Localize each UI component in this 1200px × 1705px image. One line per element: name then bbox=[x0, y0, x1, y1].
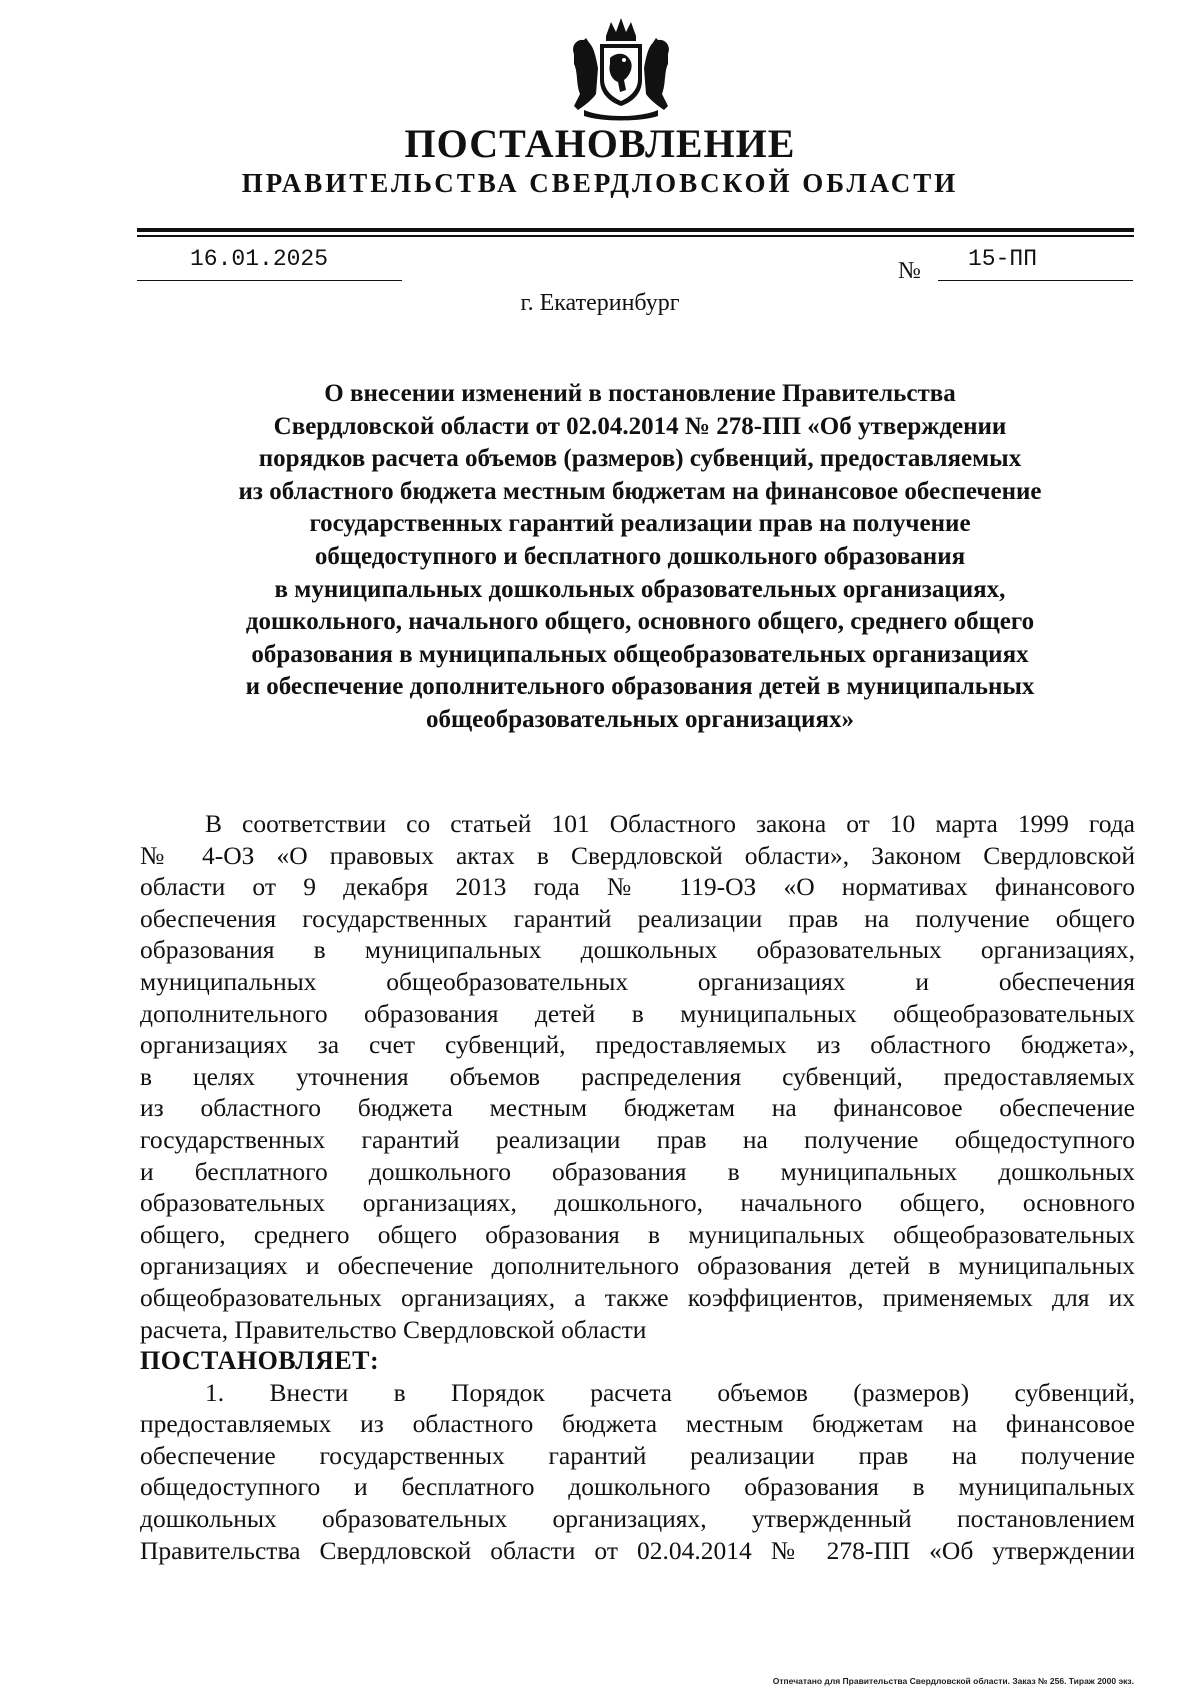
item-line: 1. Внести в Порядок расчета объемов (размеров) субвенций, bbox=[205, 1377, 1135, 1407]
preamble-line: общего, среднего общего образования в муниципальных общеобразовательных bbox=[140, 1219, 1135, 1249]
header-divider-thin bbox=[137, 235, 1134, 237]
title-line: общедоступного и бесплатного дошкольного образования bbox=[314, 542, 966, 570]
preamble-line: образовательных организациях, дошкольного, начального общего, основного bbox=[140, 1188, 1135, 1218]
title-line: образования в муниципальных общеобразовательных организациях bbox=[251, 640, 1029, 668]
preamble-line: образования в муниципальных дошкольных образовательных организациях, bbox=[140, 935, 1135, 965]
item-line: предоставляемых из областного бюджета местным бюджетам на финансовое bbox=[140, 1409, 1135, 1439]
title-line: порядков расчета объемов (размеров) субвенций, предоставляемых bbox=[258, 445, 1022, 473]
title-line: и обеспечение дополнительного образования детей в муниципальных bbox=[245, 673, 1035, 701]
title-line: О внесении изменений в постановление Правительства bbox=[324, 380, 956, 407]
item-line: обеспечение государственных гарантий реализации прав на получение bbox=[140, 1440, 1135, 1470]
title-line: в муниципальных дошкольных образовательных организациях, bbox=[274, 575, 1006, 603]
title-line: из областного бюджета местным бюджетам на финансовое обеспечение bbox=[238, 477, 1042, 505]
preamble-line: в целях уточнения объемов распределения субвенций, предоставляемых bbox=[140, 1061, 1135, 1091]
preamble-line: дополнительного образования детей в муниципальных общеобразовательных bbox=[140, 998, 1135, 1028]
preamble-line: муниципальных общеобразовательных организациях и обеспечения bbox=[140, 966, 1135, 996]
document-date: 16.01.2025 bbox=[190, 246, 329, 272]
issuing-authority: ПРАВИТЕЛЬСТВА СВЕРДЛОВСКОЙ ОБЛАСТИ bbox=[241, 168, 959, 198]
item-line: Правительства Свердловской области от 02.04.2014 № 278-ПП «Об утверждении bbox=[140, 1535, 1135, 1565]
preamble-line: из областного бюджета местным бюджетам на финансовое обеспечение bbox=[140, 1093, 1135, 1123]
document-title bbox=[150, 378, 1130, 737]
item-line: общедоступного и бесплатного дошкольного образования в муниципальных bbox=[140, 1472, 1135, 1502]
coat-of-arms-icon bbox=[566, 14, 676, 124]
number-underline bbox=[938, 280, 1133, 281]
preamble-line: обеспечения государственных гарантий реализации прав на получение общего bbox=[140, 903, 1135, 933]
header-divider bbox=[137, 228, 1134, 232]
preamble-line: расчета, Правительство Свердловской области bbox=[140, 1314, 647, 1344]
decree-word: ПОСТАНОВЛЯЕТ: bbox=[140, 1346, 380, 1376]
document-number: 15-ПП bbox=[968, 246, 1038, 272]
document-city: г. Екатеринбург bbox=[520, 290, 680, 316]
print-note: Отпечатано для Правительства Свердловской области. Заказ № 256. Тираж 2000 экз. bbox=[772, 1676, 1134, 1686]
title-line: государственных гарантий реализации прав на получение bbox=[309, 510, 971, 538]
title-line: Свердловской области от 02.04.2014 № 278-ПП «Об утверждении bbox=[273, 412, 1007, 440]
item-line: дошкольных образовательных организациях, утвержденный постановлением bbox=[140, 1504, 1135, 1534]
preamble-line: общеобразовательных организациях, а также коэффициентов, применяемых для их bbox=[140, 1282, 1135, 1312]
title-line: общеобразовательных организациях» bbox=[426, 705, 854, 733]
document-body bbox=[140, 808, 1135, 1566]
preamble-line: организациях и обеспечение дополнительного образования детей в муниципальных bbox=[140, 1251, 1135, 1281]
document-type-title: ПОСТАНОВЛЕНИЕ bbox=[404, 121, 796, 166]
title-line: дошкольного, начального общего, основного общего, среднего общего bbox=[245, 608, 1035, 636]
preamble-line: и бесплатного дошкольного образования в муниципальных дошкольных bbox=[140, 1156, 1135, 1186]
preamble-line: государственных гарантий реализации прав на получение общедоступного bbox=[140, 1124, 1135, 1154]
preamble-line: организациях за счет субвенций, предоставляемых из областного бюджета», bbox=[140, 1030, 1135, 1060]
preamble-line: области от 9 декабря 2013 года № 119-ОЗ «О нормативах финансового bbox=[140, 872, 1135, 902]
preamble-line: № 4-ОЗ «О правовых актах в Свердловской области», Законом Свердловской bbox=[140, 840, 1135, 870]
preamble-line: В соответствии со статьей 101 Областного закона от 10 марта 1999 года bbox=[205, 809, 1135, 838]
number-sign: № bbox=[898, 258, 921, 284]
date-underline bbox=[137, 280, 402, 281]
